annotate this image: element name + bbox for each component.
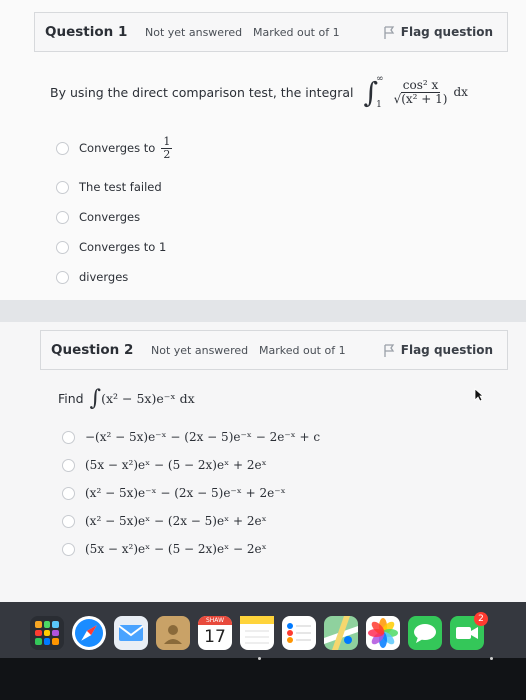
radio-button[interactable] <box>62 431 75 444</box>
question-state: Not yet answered <box>151 343 249 357</box>
reminders-icon[interactable] <box>282 616 316 650</box>
messages-icon[interactable] <box>408 616 442 650</box>
question-number: Question 1 <box>45 24 128 40</box>
integrand-numerator: cos² x <box>402 77 439 92</box>
radio-button[interactable] <box>62 543 75 556</box>
calendar-day: 17 <box>204 627 226 647</box>
flag-question-label: Flag question <box>400 25 493 39</box>
mouse-pointer-icon <box>474 388 484 402</box>
find-label: Find <box>58 390 84 406</box>
running-indicator <box>490 657 493 660</box>
maps-icon[interactable] <box>324 616 358 650</box>
question-number: Question 2 <box>51 342 134 358</box>
option-label: (x² − 5x)e⁻ˣ − (2x − 5)e⁻ˣ + 2e⁻ˣ <box>85 486 286 500</box>
notes-icon[interactable] <box>240 616 274 650</box>
option-label: −(x² − 5x)e⁻ˣ − (2x − 5)e⁻ˣ − 2e⁻ˣ + c <box>85 430 321 444</box>
q1-option-4[interactable] <box>56 240 166 254</box>
q2-option-1[interactable] <box>62 430 320 444</box>
integral-expression: (x² − 5x)e⁻ˣ dx <box>101 390 195 406</box>
launchpad-icon[interactable] <box>30 616 64 650</box>
option-label: (5x − x²)eˣ − (5 − 2x)eˣ + 2eˣ <box>85 458 267 472</box>
radio-button[interactable] <box>56 271 69 284</box>
option-label: (x² − 5x)eˣ − (2x − 5)eˣ + 2eˣ <box>85 514 267 528</box>
option-label: diverges <box>79 270 129 284</box>
flag-question-label: Flag question <box>400 343 493 357</box>
option-fraction <box>161 136 172 160</box>
question-2-stem <box>58 384 195 412</box>
stem-text: By using the direct comparison test, the integral <box>50 84 354 100</box>
integral-upper-limit: ∞ <box>376 74 384 84</box>
panel-gap <box>0 300 526 322</box>
question-mark: Marked out of 1 <box>253 25 340 39</box>
option-label: Converges <box>79 210 141 224</box>
q2-option-4[interactable] <box>62 514 267 528</box>
radio-button[interactable] <box>56 142 69 155</box>
option-label: The test failed <box>79 180 162 194</box>
running-indicator <box>258 657 261 660</box>
question-1-stem <box>50 72 468 112</box>
radio-button[interactable] <box>62 459 75 472</box>
notification-badge: 2 <box>474 612 488 626</box>
flag-question-button[interactable] <box>383 25 493 39</box>
fraction-denominator: 2 <box>163 147 171 161</box>
integral-lower-limit: 1 <box>376 100 382 110</box>
q2-option-3[interactable] <box>62 486 286 500</box>
q1-option-2[interactable] <box>56 180 162 194</box>
q1-option-5[interactable] <box>56 270 128 284</box>
radio-button[interactable] <box>62 515 75 528</box>
option-label: (5x − x²)eˣ − (5 − 2x)eˣ − 2eˣ <box>85 542 267 556</box>
question-1-header <box>34 12 508 52</box>
calendar-icon[interactable] <box>198 616 232 650</box>
flag-icon <box>383 344 395 357</box>
question-mark: Marked out of 1 <box>259 343 346 357</box>
q2-option-5[interactable] <box>62 542 267 556</box>
flag-icon <box>383 26 395 39</box>
radio-button[interactable] <box>56 241 69 254</box>
radio-button[interactable] <box>56 181 69 194</box>
mail-icon[interactable] <box>114 616 148 650</box>
radio-button[interactable] <box>62 487 75 500</box>
q1-option-3[interactable] <box>56 210 140 224</box>
integral-expression <box>363 74 467 110</box>
integral-dx: dx <box>453 85 468 99</box>
option-label: Converges to <box>79 141 156 156</box>
question-state: Not yet answered <box>145 25 243 39</box>
contacts-icon[interactable] <box>156 616 190 650</box>
question-2-header <box>40 330 508 370</box>
safari-icon[interactable] <box>72 616 106 650</box>
q1-option-1[interactable] <box>56 136 174 160</box>
fraction-numerator: 1 <box>163 135 171 148</box>
radio-button[interactable] <box>56 211 69 224</box>
integrand-denominator: √(x² + 1) <box>393 91 448 106</box>
integral-sign: ∫ <box>363 75 379 109</box>
q2-option-2[interactable] <box>62 458 267 472</box>
option-label: Converges to 1 <box>79 240 167 254</box>
facetime-icon[interactable] <box>450 616 484 650</box>
calendar-month: SHAW <box>198 616 232 625</box>
integral-sign: ∫ <box>89 385 102 411</box>
flag-question-button[interactable] <box>383 343 493 357</box>
photos-icon[interactable] <box>366 616 400 650</box>
